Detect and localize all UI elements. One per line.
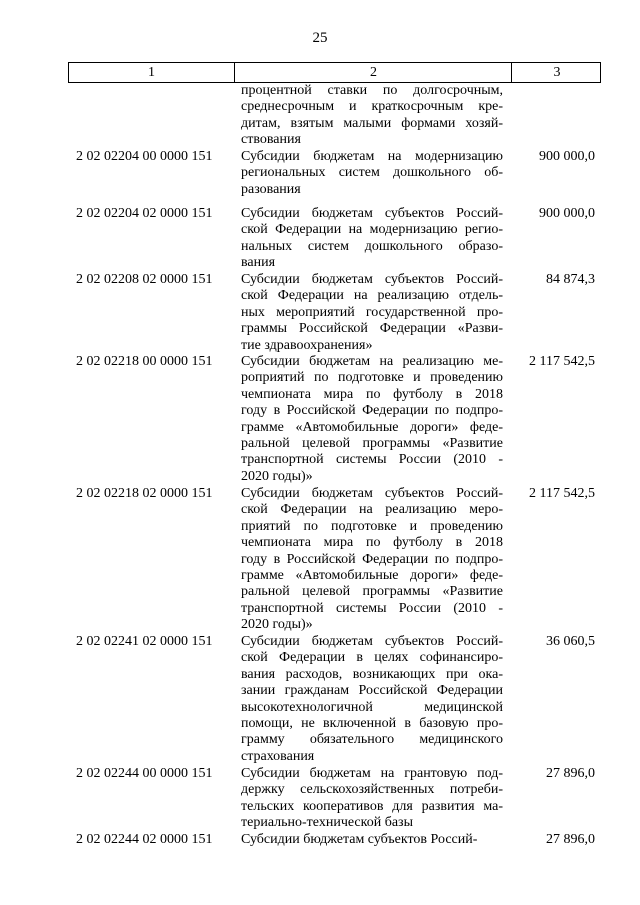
income-description xyxy=(241,83,503,149)
description-line: роприятий по подготовке и проведению xyxy=(241,370,503,386)
income-description xyxy=(241,832,503,848)
description-line: 2020 годы)» xyxy=(241,468,313,484)
description-line: страхования xyxy=(241,748,315,764)
description-line: граммы Российской Федерации «Разви- xyxy=(241,321,503,337)
description-line: разования xyxy=(241,181,301,197)
amount-value: 84 874,3 xyxy=(546,272,595,287)
description-line: вания расходов, возникающих при ока- xyxy=(241,666,503,682)
description-line: ствования xyxy=(241,132,301,148)
description-line: Субсидии бюджетам на реализацию ме- xyxy=(241,354,503,369)
description-line: Субсидии бюджетам субъектов Россий- xyxy=(241,206,503,221)
description-line: ральной целевой программы «Развитие xyxy=(241,584,503,600)
description-line: Субсидии бюджетам субъектов Россий- xyxy=(241,486,503,501)
description-line: Субсидии бюджетам субъектов Россий- xyxy=(241,832,478,847)
income-description xyxy=(241,206,503,272)
description-line: тие здравоохранения» xyxy=(241,337,373,353)
amount-value: 36 060,5 xyxy=(546,634,595,649)
amount-value: 27 896,0 xyxy=(546,832,595,847)
budget-code: 2 02 02204 00 0000 151 xyxy=(76,149,213,164)
description-line: ральной целевой программы «Развитие xyxy=(241,436,503,452)
description-line: дитам, взятым малыми формами хозяй- xyxy=(241,115,503,131)
amount-value: 900 000,0 xyxy=(539,149,595,164)
description-line: чемпионата мира по футболу в 2018 xyxy=(241,386,503,402)
description-line: Субсидии бюджетам на модернизацию xyxy=(241,149,503,164)
description-line: Субсидии бюджетам субъектов Россий- xyxy=(241,634,503,649)
budget-code: 2 02 02244 02 0000 151 xyxy=(76,832,213,847)
description-line: высокотехнологичной медицинской xyxy=(241,699,503,715)
amount-value: 2 117 542,5 xyxy=(529,354,595,369)
budget-code: 2 02 02218 02 0000 151 xyxy=(76,486,213,501)
description-line: среднесрочным и краткосрочным кре- xyxy=(241,99,503,115)
description-line: приятий по подготовке и проведению xyxy=(241,518,503,534)
income-description xyxy=(241,486,503,634)
budget-code: 2 02 02204 02 0000 151 xyxy=(76,206,213,221)
description-line: ской Федерации в целях софинансиро- xyxy=(241,650,503,666)
description-line: грамму обязательного медицинского xyxy=(241,732,503,748)
amount-value: 2 117 542,5 xyxy=(529,486,595,501)
description-line: ской Федерации на реализацию меро- xyxy=(241,502,503,518)
amount-value: 900 000,0 xyxy=(539,206,595,221)
column-3-header: 3 xyxy=(511,63,602,82)
budget-code: 2 02 02218 00 0000 151 xyxy=(76,354,213,369)
description-line: грамме «Автомобильные дороги» феде- xyxy=(241,568,503,584)
income-description xyxy=(241,354,503,485)
income-description xyxy=(241,149,503,198)
budget-code: 2 02 02244 00 0000 151 xyxy=(76,766,213,781)
description-line: нальных систем дошкольного образо- xyxy=(241,238,503,254)
description-line: тельских кооперативов для развития ма- xyxy=(241,798,503,814)
column-2-header: 2 xyxy=(234,63,512,82)
budget-code: 2 02 02241 02 0000 151 xyxy=(76,634,213,649)
description-line: ных мероприятий государственной про- xyxy=(241,304,503,320)
description-line: держку сельскохозяйственных потреби- xyxy=(241,782,503,798)
description-line: ской Федерации на модернизацию регио- xyxy=(241,222,503,238)
description-line: зании гражданам Российской Федерации xyxy=(241,683,503,699)
page-number: 25 xyxy=(312,30,328,46)
description-line: процентной ставки по долгосрочным, xyxy=(241,83,503,98)
description-line: ской Федерации на реализацию отдель- xyxy=(241,288,503,304)
description-line: транспортной системы России (2010 - xyxy=(241,600,503,616)
income-description xyxy=(241,634,503,765)
description-line: году в Российской Федерации по подпро- xyxy=(241,551,503,567)
income-description xyxy=(241,272,503,354)
description-line: териально-технической базы xyxy=(241,815,413,831)
description-line: году в Российской Федерации по подпро- xyxy=(241,403,503,419)
budget-code: 2 02 02208 02 0000 151 xyxy=(76,272,213,287)
description-line: вания xyxy=(241,255,276,271)
description-line: помощи, не включенной в базовую про- xyxy=(241,716,503,732)
description-line: региональных систем дошкольного об- xyxy=(241,165,503,181)
income-description xyxy=(241,766,503,832)
description-line: Субсидии бюджетам субъектов Россий- xyxy=(241,272,503,287)
description-line: Субсидии бюджетам на грантовую под- xyxy=(241,766,503,781)
column-1-header: 1 xyxy=(148,65,155,80)
description-line: 2020 годы)» xyxy=(241,617,313,633)
table-column-header xyxy=(68,62,601,83)
description-line: грамме «Автомобильные дороги» феде- xyxy=(241,419,503,435)
description-line: транспортной системы России (2010 - xyxy=(241,452,503,468)
description-line: чемпионата мира по футболу в 2018 xyxy=(241,535,503,551)
amount-value: 27 896,0 xyxy=(546,766,595,781)
